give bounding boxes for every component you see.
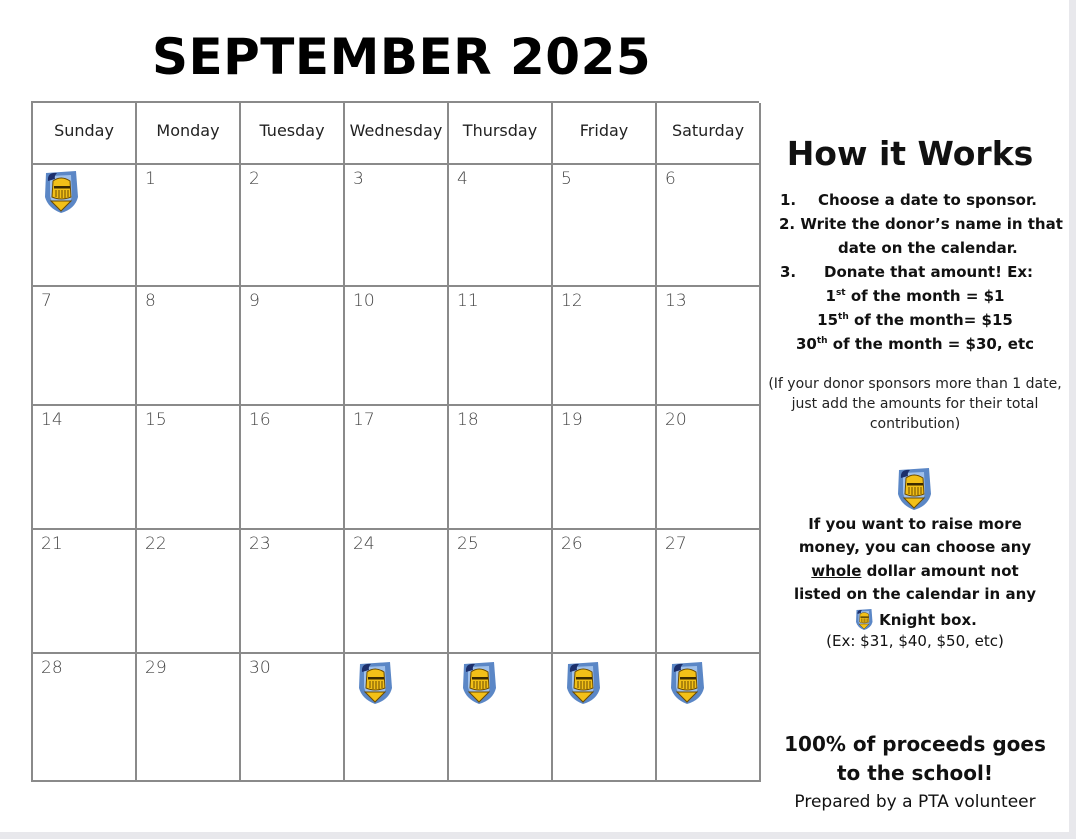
example-2-amount: of the month= $15 <box>848 311 1013 329</box>
knight-helmet-shield-icon <box>457 658 501 706</box>
date-cell-empty[interactable] <box>345 654 449 782</box>
date-cell-1[interactable] <box>137 165 241 287</box>
date-cell-19[interactable] <box>553 406 657 530</box>
page-edge-right <box>1069 0 1076 839</box>
how-it-works-heading: How it Works <box>786 134 1034 173</box>
day-name: Thursday <box>462 121 538 140</box>
prepared-by: Prepared by a PTA volunteer <box>794 792 1036 812</box>
date-number: 16 <box>249 410 271 430</box>
day-name: Sunday <box>54 121 114 140</box>
knight-helmet-shield-icon <box>892 464 936 512</box>
date-number: 8 <box>145 291 156 311</box>
date-number: 28 <box>41 658 63 678</box>
raise-line-2: money, you can choose any <box>798 538 1032 556</box>
step-1-text: Choose a date to sponsor. <box>818 191 1037 209</box>
date-number: 20 <box>665 410 687 430</box>
date-cell-12[interactable] <box>553 287 657 406</box>
date-number: 26 <box>561 534 583 554</box>
date-number: 13 <box>665 291 687 311</box>
date-number: 25 <box>457 534 479 554</box>
date-cell-17[interactable] <box>345 406 449 530</box>
date-number: 19 <box>561 410 583 430</box>
raise-knight-box: Knight box. <box>879 611 977 629</box>
date-cell-11[interactable] <box>449 287 553 406</box>
date-number: 18 <box>457 410 479 430</box>
date-number: 29 <box>145 658 167 678</box>
date-cell-24[interactable] <box>345 530 449 654</box>
note-line-3: contribution) <box>869 416 961 432</box>
example-2 <box>760 311 1070 329</box>
date-number: 22 <box>145 534 167 554</box>
date-cell-21[interactable] <box>33 530 137 654</box>
date-cell-20[interactable] <box>657 406 761 530</box>
date-cell-empty[interactable] <box>33 165 137 287</box>
date-number: 4 <box>457 169 468 189</box>
knight-helmet-shield-icon <box>39 167 83 215</box>
calendar-grid <box>31 101 759 782</box>
raise-line-5 <box>780 607 1050 633</box>
date-cell-9[interactable] <box>241 287 345 406</box>
date-cell-10[interactable] <box>345 287 449 406</box>
example-2-suffix: th <box>838 312 849 322</box>
raise-line-3-rest: dollar amount not <box>861 562 1019 580</box>
date-number: 12 <box>561 291 583 311</box>
date-cell-7[interactable] <box>33 287 137 406</box>
raise-line-3 <box>780 560 1050 584</box>
date-cell-30[interactable] <box>241 654 345 782</box>
day-header-wednesday <box>345 103 449 165</box>
date-cell-4[interactable] <box>449 165 553 287</box>
date-cell-2[interactable] <box>241 165 345 287</box>
date-cell-8[interactable] <box>137 287 241 406</box>
day-header-tuesday <box>241 103 345 165</box>
date-cell-3[interactable] <box>345 165 449 287</box>
date-cell-16[interactable] <box>241 406 345 530</box>
date-number: 24 <box>353 534 375 554</box>
note-line-1: (If your donor sponsors more than 1 date, <box>768 376 1062 392</box>
raise-line-1: If you want to raise more <box>808 515 1022 533</box>
date-cell-22[interactable] <box>137 530 241 654</box>
example-3-suffix: th <box>816 336 828 346</box>
day-name: Wednesday <box>349 121 443 140</box>
step-3-number: 3. <box>780 263 797 281</box>
day-name: Tuesday <box>259 121 325 140</box>
raise-line-4: listed on the calendar in any <box>793 585 1037 603</box>
raise-examples: (Ex: $31, $40, $50, etc) <box>826 632 1004 650</box>
day-header-friday <box>553 103 657 165</box>
date-number: 30 <box>249 658 271 678</box>
date-cell-empty[interactable] <box>657 654 761 782</box>
example-3-amount: of the month = $30, etc <box>827 335 1035 353</box>
knight-helmet-shield-icon <box>665 658 709 706</box>
example-2-day: 15 <box>817 311 839 329</box>
date-cell-empty[interactable] <box>553 654 657 782</box>
date-cell-13[interactable] <box>657 287 761 406</box>
date-cell-27[interactable] <box>657 530 761 654</box>
note-line-2: just add the amounts for their total <box>791 396 1039 412</box>
date-number: 27 <box>665 534 687 554</box>
date-cell-6[interactable] <box>657 165 761 287</box>
day-name: Friday <box>579 121 629 140</box>
day-header-thursday <box>449 103 553 165</box>
date-number: 15 <box>145 410 167 430</box>
date-number: 6 <box>665 169 676 189</box>
day-name: Saturday <box>671 121 745 140</box>
step-1-number: 1. <box>780 191 797 209</box>
example-1-amount: of the month = $1 <box>845 287 1005 305</box>
date-cell-5[interactable] <box>553 165 657 287</box>
example-3-day: 30 <box>795 335 817 353</box>
day-name: Monday <box>156 121 220 140</box>
date-cell-14[interactable] <box>33 406 137 530</box>
page-edge-bottom <box>0 832 1076 839</box>
date-cell-23[interactable] <box>241 530 345 654</box>
date-number: 7 <box>41 291 52 311</box>
day-header-saturday <box>657 103 761 165</box>
date-number: 1 <box>145 169 156 189</box>
date-cell-empty[interactable] <box>449 654 553 782</box>
date-number: 10 <box>353 291 375 311</box>
example-3 <box>760 335 1070 353</box>
date-number: 2 <box>249 169 260 189</box>
day-header-sunday <box>33 103 137 165</box>
step-2-line-2: date on the calendar. <box>838 239 1018 257</box>
date-number: 23 <box>249 534 271 554</box>
knight-helmet-shield-icon <box>353 658 397 706</box>
date-number: 11 <box>457 291 479 311</box>
proceeds-line-1: 100% of proceeds goes <box>784 732 1046 756</box>
raise-whole-word: whole <box>811 562 862 580</box>
knight-helmet-shield-icon <box>853 607 875 631</box>
date-cell-26[interactable] <box>553 530 657 654</box>
date-cell-18[interactable] <box>449 406 553 530</box>
example-1-suffix: st <box>835 288 846 298</box>
example-1 <box>760 287 1070 305</box>
proceeds-line-2: to the school! <box>836 761 994 785</box>
example-1-day: 1 <box>825 287 836 305</box>
day-header-monday <box>137 103 241 165</box>
date-number: 9 <box>249 291 260 311</box>
step-3-text: Donate that amount! Ex: <box>824 263 1034 281</box>
step-2-line-1: 2. Write the donor’s name in that <box>779 215 1063 233</box>
date-number: 5 <box>561 169 572 189</box>
date-number: 17 <box>353 410 375 430</box>
date-cell-28[interactable] <box>33 654 137 782</box>
date-number: 21 <box>41 534 63 554</box>
date-cell-25[interactable] <box>449 530 553 654</box>
date-number: 3 <box>353 169 364 189</box>
date-cell-29[interactable] <box>137 654 241 782</box>
knight-helmet-shield-icon <box>561 658 605 706</box>
page-title: SEPTEMBER 2025 <box>152 28 652 86</box>
date-number: 14 <box>41 410 63 430</box>
date-cell-15[interactable] <box>137 406 241 530</box>
